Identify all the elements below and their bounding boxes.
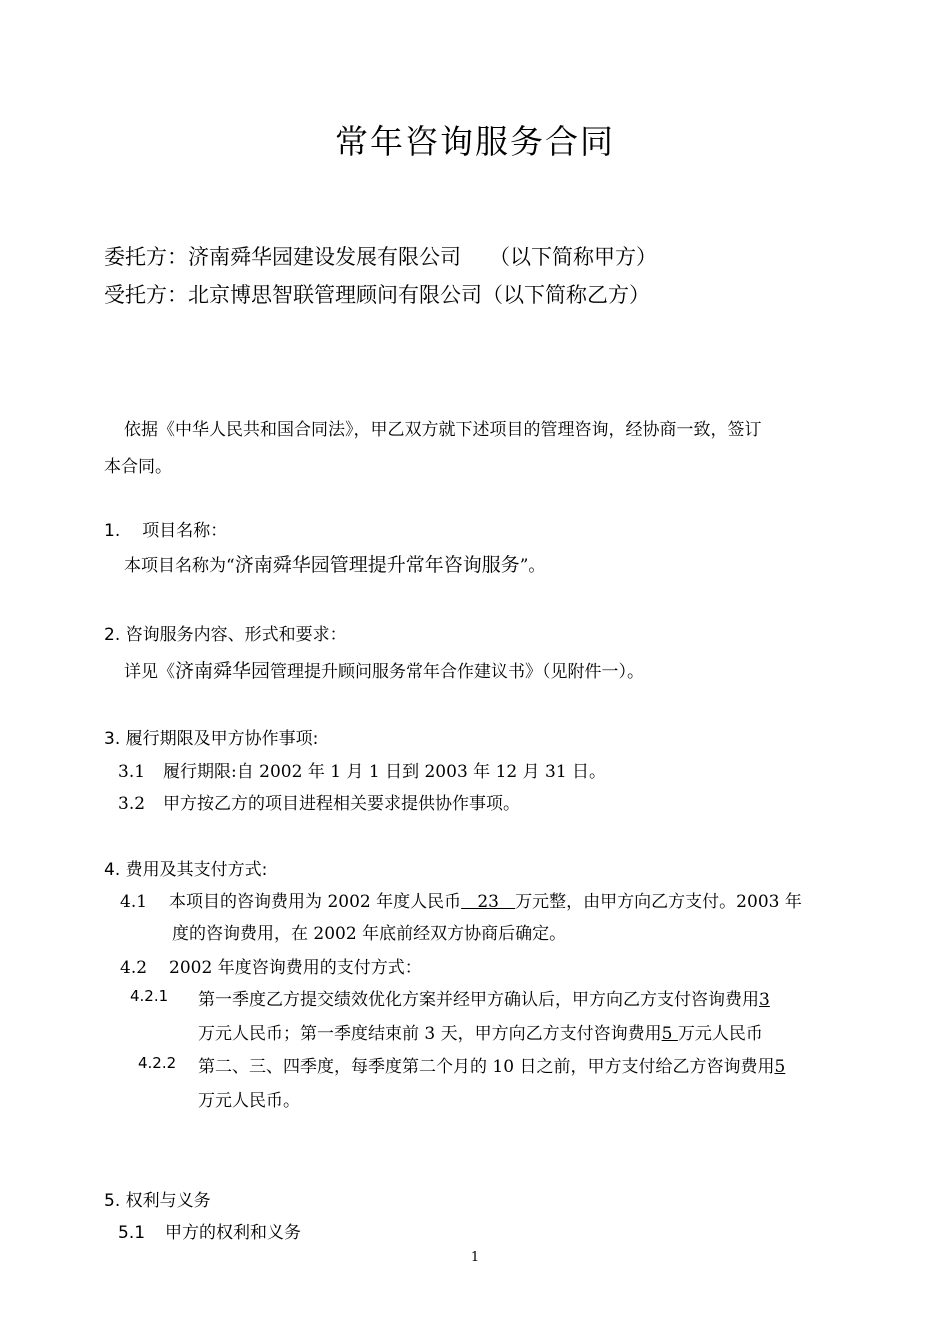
project-name: 济南舜华园管理提升常年咨询服务 (234, 554, 520, 576)
client-label: 委托方： (104, 245, 188, 269)
section-4-heading: 4. 费用及其支付方式: (104, 860, 268, 880)
page-number: 1 (470, 1250, 480, 1265)
section-4-2-2-line-1: 第二、三、四季度，每季度第二个月的 10 日之前，甲方支付给乙方咨询费用5 (198, 1057, 786, 1077)
section-4-2-1-line-2: 万元人民币；第一季度结束前 3 天，甲方向乙方支付咨询费用5 万元人民币 (198, 1024, 763, 1044)
consultant-alias: （以下简称乙方） (482, 283, 650, 307)
consultant-name: 北京博思智联管理顾问有限公司 (188, 283, 482, 307)
consultant-line (104, 279, 650, 309)
section-4-item-1-line-2: 度的咨询费用，在 2002 年底前经双方协商后确定。 (172, 924, 567, 944)
section-5-item-1: 5.1 甲方的权利和义务 (118, 1223, 302, 1243)
section-4-2-2-line-2: 万元人民币。 (198, 1091, 300, 1111)
section-2-text: 详见《济南舜华园管理提升顾问服务常年合作建议书》（见附件一）。 (124, 660, 645, 682)
section-3-item-2: 3.2 甲方按乙方的项目进程相关要求提供协作事项。 (118, 794, 521, 814)
section-1-title: 项目名称： (142, 521, 228, 541)
section-2-heading: 2. 咨询服务内容、形式和要求： (104, 625, 347, 645)
section-3-heading: 3. 履行期限及甲方协作事项: (104, 729, 319, 749)
section-4-2-1-number: 4.2.1 (130, 987, 169, 1005)
section-4-2-2-number: 4.2.2 (138, 1054, 177, 1072)
section-4-2-1-line-1: 第一季度乙方提交绩效优化方案并经甲方确认后，甲方向乙方支付咨询费用3 (198, 990, 770, 1010)
section-3-item-1: 3.1 履行期限:自 2002 年 1 月 1 日到 2003 年 12 月 31 日。 (118, 762, 607, 782)
fee-amount: 23 (461, 892, 516, 912)
client-line (104, 241, 657, 271)
client-name: 济南舜华园建设发展有限公司 (188, 245, 461, 269)
preamble-line-2: 本合同。 (104, 457, 172, 477)
contract-title: 常年咨询服务合同 (335, 122, 615, 161)
section-4-item-2: 4.2 2002 年度咨询费用的支付方式： (120, 958, 422, 978)
section-1-number: 1. (104, 521, 121, 541)
section-1-heading (104, 516, 227, 541)
preamble-line-1: 依据《中华人民共和国合同法》，甲乙双方就下述项目的管理咨询，经协商一致，签订 (124, 420, 762, 440)
consultant-label: 受托方： (104, 283, 188, 307)
section-5-heading: 5. 权利与义务 (104, 1191, 211, 1211)
section-1-text: 本项目名称为“济南舜华园管理提升常年咨询服务”。 (124, 554, 546, 576)
section-4-item-1: 4.1 本项目的咨询费用为 2002 年度人民币 23 万元整，由甲方向乙方支付。2003 年 (120, 892, 802, 912)
client-alias: （以下简称甲方） (489, 245, 657, 269)
